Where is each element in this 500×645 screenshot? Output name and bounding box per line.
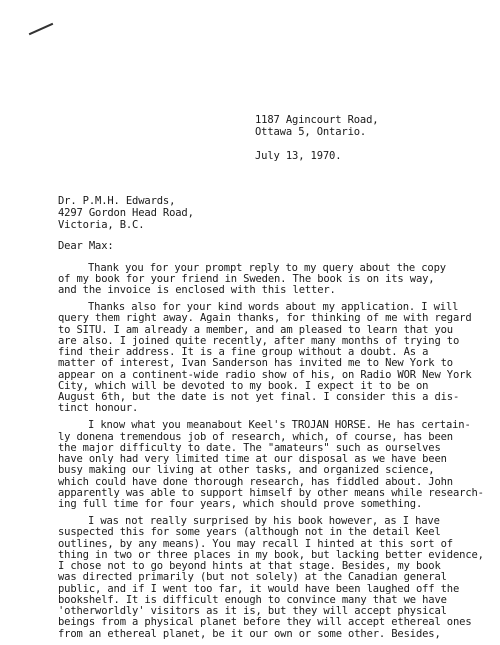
- paragraph-3-line: the major difficulty to date. The "amateurs" such as ourselves: [58, 441, 441, 454]
- paragraph-2-line: are also. I joined quite recently, after many months of trying to: [58, 334, 460, 347]
- salutation: Dear Max:: [58, 240, 114, 252]
- paragraph-4-line: public, and if I went too far, it would have been laughed off the: [58, 582, 460, 595]
- paragraph-3-line: which could have done thorough research, has fiddled about. John: [58, 475, 453, 488]
- paragraph-4-line: thing in two or three places in my book, but lacking better evidence,: [58, 548, 484, 561]
- paragraph-4-line: was directed primarily (but not solely) at the Canadian general: [58, 571, 447, 584]
- paragraph-1-line: of my book for your friend in Sweden. The book is on its way,: [58, 272, 435, 285]
- paragraph-4-line: 'otherworldly' visitors as it is, but they will accept physical: [58, 605, 447, 618]
- paragraph-2-line: query them right away. Again thanks, for thinking of me with regard: [58, 312, 472, 325]
- paragraph-4-line: outlines, by any means). You may recall I hinted at this sort of: [58, 537, 453, 550]
- paragraph-4-line: I was not really surprised by his book however, as I have: [88, 515, 440, 528]
- letter-date: July 13, 1970.: [255, 150, 342, 162]
- paragraph-2-line: City, which will be devoted to my book. I expect it to be on: [58, 379, 429, 392]
- paragraph-3-line: I know what you meanabout Keel's TROJAN HORSE. He has certain-: [88, 419, 471, 432]
- recipient-city: Victoria, B.C.: [58, 219, 145, 231]
- paragraph-2-line: matter of interest, Ivan Sanderson has invited me to New York to: [58, 357, 453, 370]
- paragraph-4-line: from an ethereal planet, be it our own or some other. Besides,: [58, 627, 441, 640]
- paragraph-4-line: beings from a physical planet before they will accept ethereal ones: [58, 616, 472, 629]
- paragraph-1-line: Thank you for your prompt reply to my query about the copy: [88, 261, 446, 274]
- paragraph-3-line: busy making our living at other tasks, and organized science,: [58, 464, 435, 477]
- paragraph-4-line: I chose not to go beyond hints at that stage. Besides, my book: [58, 560, 441, 573]
- sender-street: 1187 Agincourt Road,: [255, 114, 379, 126]
- paragraph-3-line: ing full time for four years, which should prove something.: [58, 498, 423, 511]
- paragraph-2-line: to SITU. I am already a member, and am pleased to learn that you: [58, 323, 453, 336]
- sender-city: Ottawa 5, Ontario.: [255, 126, 367, 138]
- recipient-name: Dr. P.M.H. Edwards,: [58, 195, 176, 207]
- paragraph-3-line: have only had very limited time at our disposal as we have been: [58, 453, 447, 466]
- paragraph-2-line: August 6th, but the date is not yet final. I consider this a dis-: [58, 391, 460, 404]
- paragraph-4-line: suspected this for some years (although not in the detail Keel: [58, 526, 441, 539]
- paragraph-2-line: tinct honour.: [58, 402, 139, 415]
- paragraph-3-line: apparently was able to support himself by other means while research-: [58, 486, 484, 499]
- paragraph-3-line: ly donena tremendous job of research, which, of course, has been: [58, 430, 453, 443]
- recipient-street: 4297 Gordon Head Road,: [58, 207, 194, 219]
- paragraph-1-line: and the invoice is enclosed with this letter.: [58, 284, 336, 297]
- paragraph-4-line: bookshelf. It is difficult enough to convince many that we have: [58, 593, 447, 606]
- paragraph-2-line: Thanks also for your kind words about my application. I will: [88, 301, 459, 313]
- pen-mark: [29, 23, 54, 35]
- paragraph-2-line: appear on a continent-wide radio show of his, on Radio WOR New York: [58, 368, 472, 381]
- paragraph-2-line: find their address. It is a fine group without a doubt. As a: [58, 346, 429, 359]
